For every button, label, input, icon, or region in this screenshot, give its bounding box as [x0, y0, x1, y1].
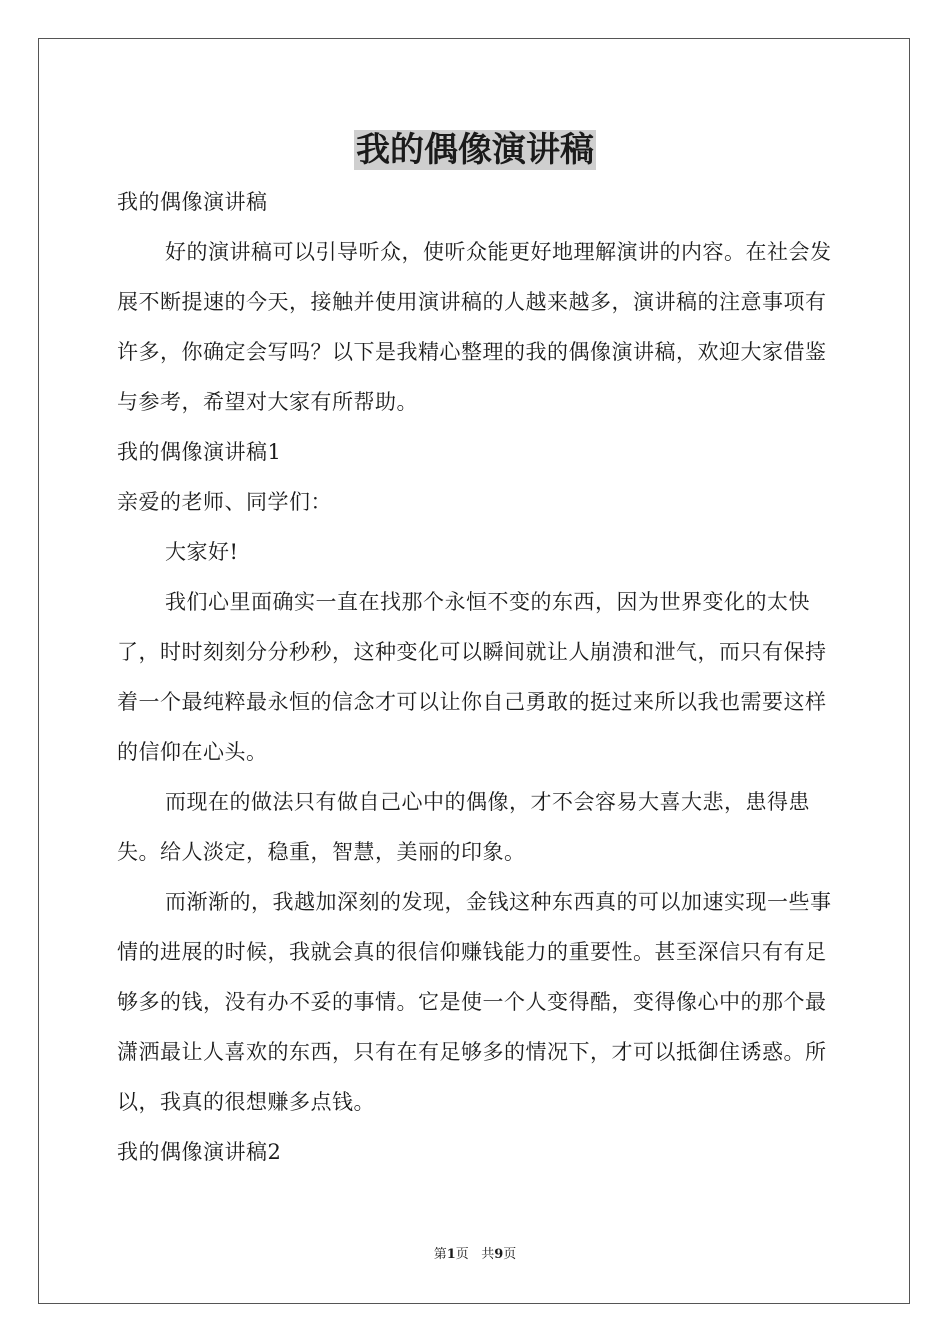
paragraph-body: 而现在的做法只有做自己心中的偶像，才不会容易大喜大悲，患得患失。给人淡定，稳重，智慧，美丽的印象。 [117, 790, 810, 864]
total-label-suffix: 页 [503, 1247, 517, 1262]
page-label-prefix: 第 [433, 1247, 447, 1262]
paragraph-body: 我们心里面确实一直在找那个永恒不变的东西，因为世界变化的太快了，时时刻刻分分秒秒，这种变化可以瞬间就让人崩溃和泄气，而只有保持着一个最纯粹最永恒的信念才可以让你自己勇敢的挺过来所以我也需要这样的信仰在心头。 [117, 590, 827, 764]
document-title [0, 128, 950, 172]
paragraph-greeting: 大家好! [165, 540, 239, 564]
total-label-prefix: 共 [481, 1247, 495, 1262]
section-heading-2: 我的偶像演讲稿2 [117, 1140, 282, 1164]
total-pages-number: 9 [494, 1247, 504, 1262]
paragraph-intro: 好的演讲稿可以引导听众，使听众能更好地理解演讲的内容。在社会发展不断提速的今天，接触并使用演讲稿的人越来越多，演讲稿的注意事项有许多，你确定会写吗？以下是我精心整理的我的偶像演讲稿，欢迎大家借鉴与参考，希望对大家有所帮助。 [117, 240, 832, 414]
section-heading-1: 我的偶像演讲稿1 [117, 440, 282, 464]
current-page-number: 1 [446, 1247, 456, 1262]
document-title-text: 我的偶像演讲稿 [356, 130, 594, 170]
page-footer [0, 1246, 950, 1264]
document-body [117, 177, 833, 1177]
paragraph-salutation: 亲爱的老师、同学们： [117, 490, 332, 514]
paragraph-body: 而渐渐的，我越加深刻的发现，金钱这种东西真的可以加速实现一些事情的进展的时候，我就会真的很信仰赚钱能力的重要性。甚至深信只有有足够多的钱，没有办不妥的事情。它是使一个人变得酷，变得像心中的那个最潇洒最让人喜欢的东西，只有在有足够多的情况下，才可以抵御住诱惑。所以，我真的很想赚多点钱。 [117, 890, 832, 1114]
paragraph-subtitle: 我的偶像演讲稿 [117, 190, 268, 214]
page-label-suffix: 页 [455, 1247, 469, 1262]
